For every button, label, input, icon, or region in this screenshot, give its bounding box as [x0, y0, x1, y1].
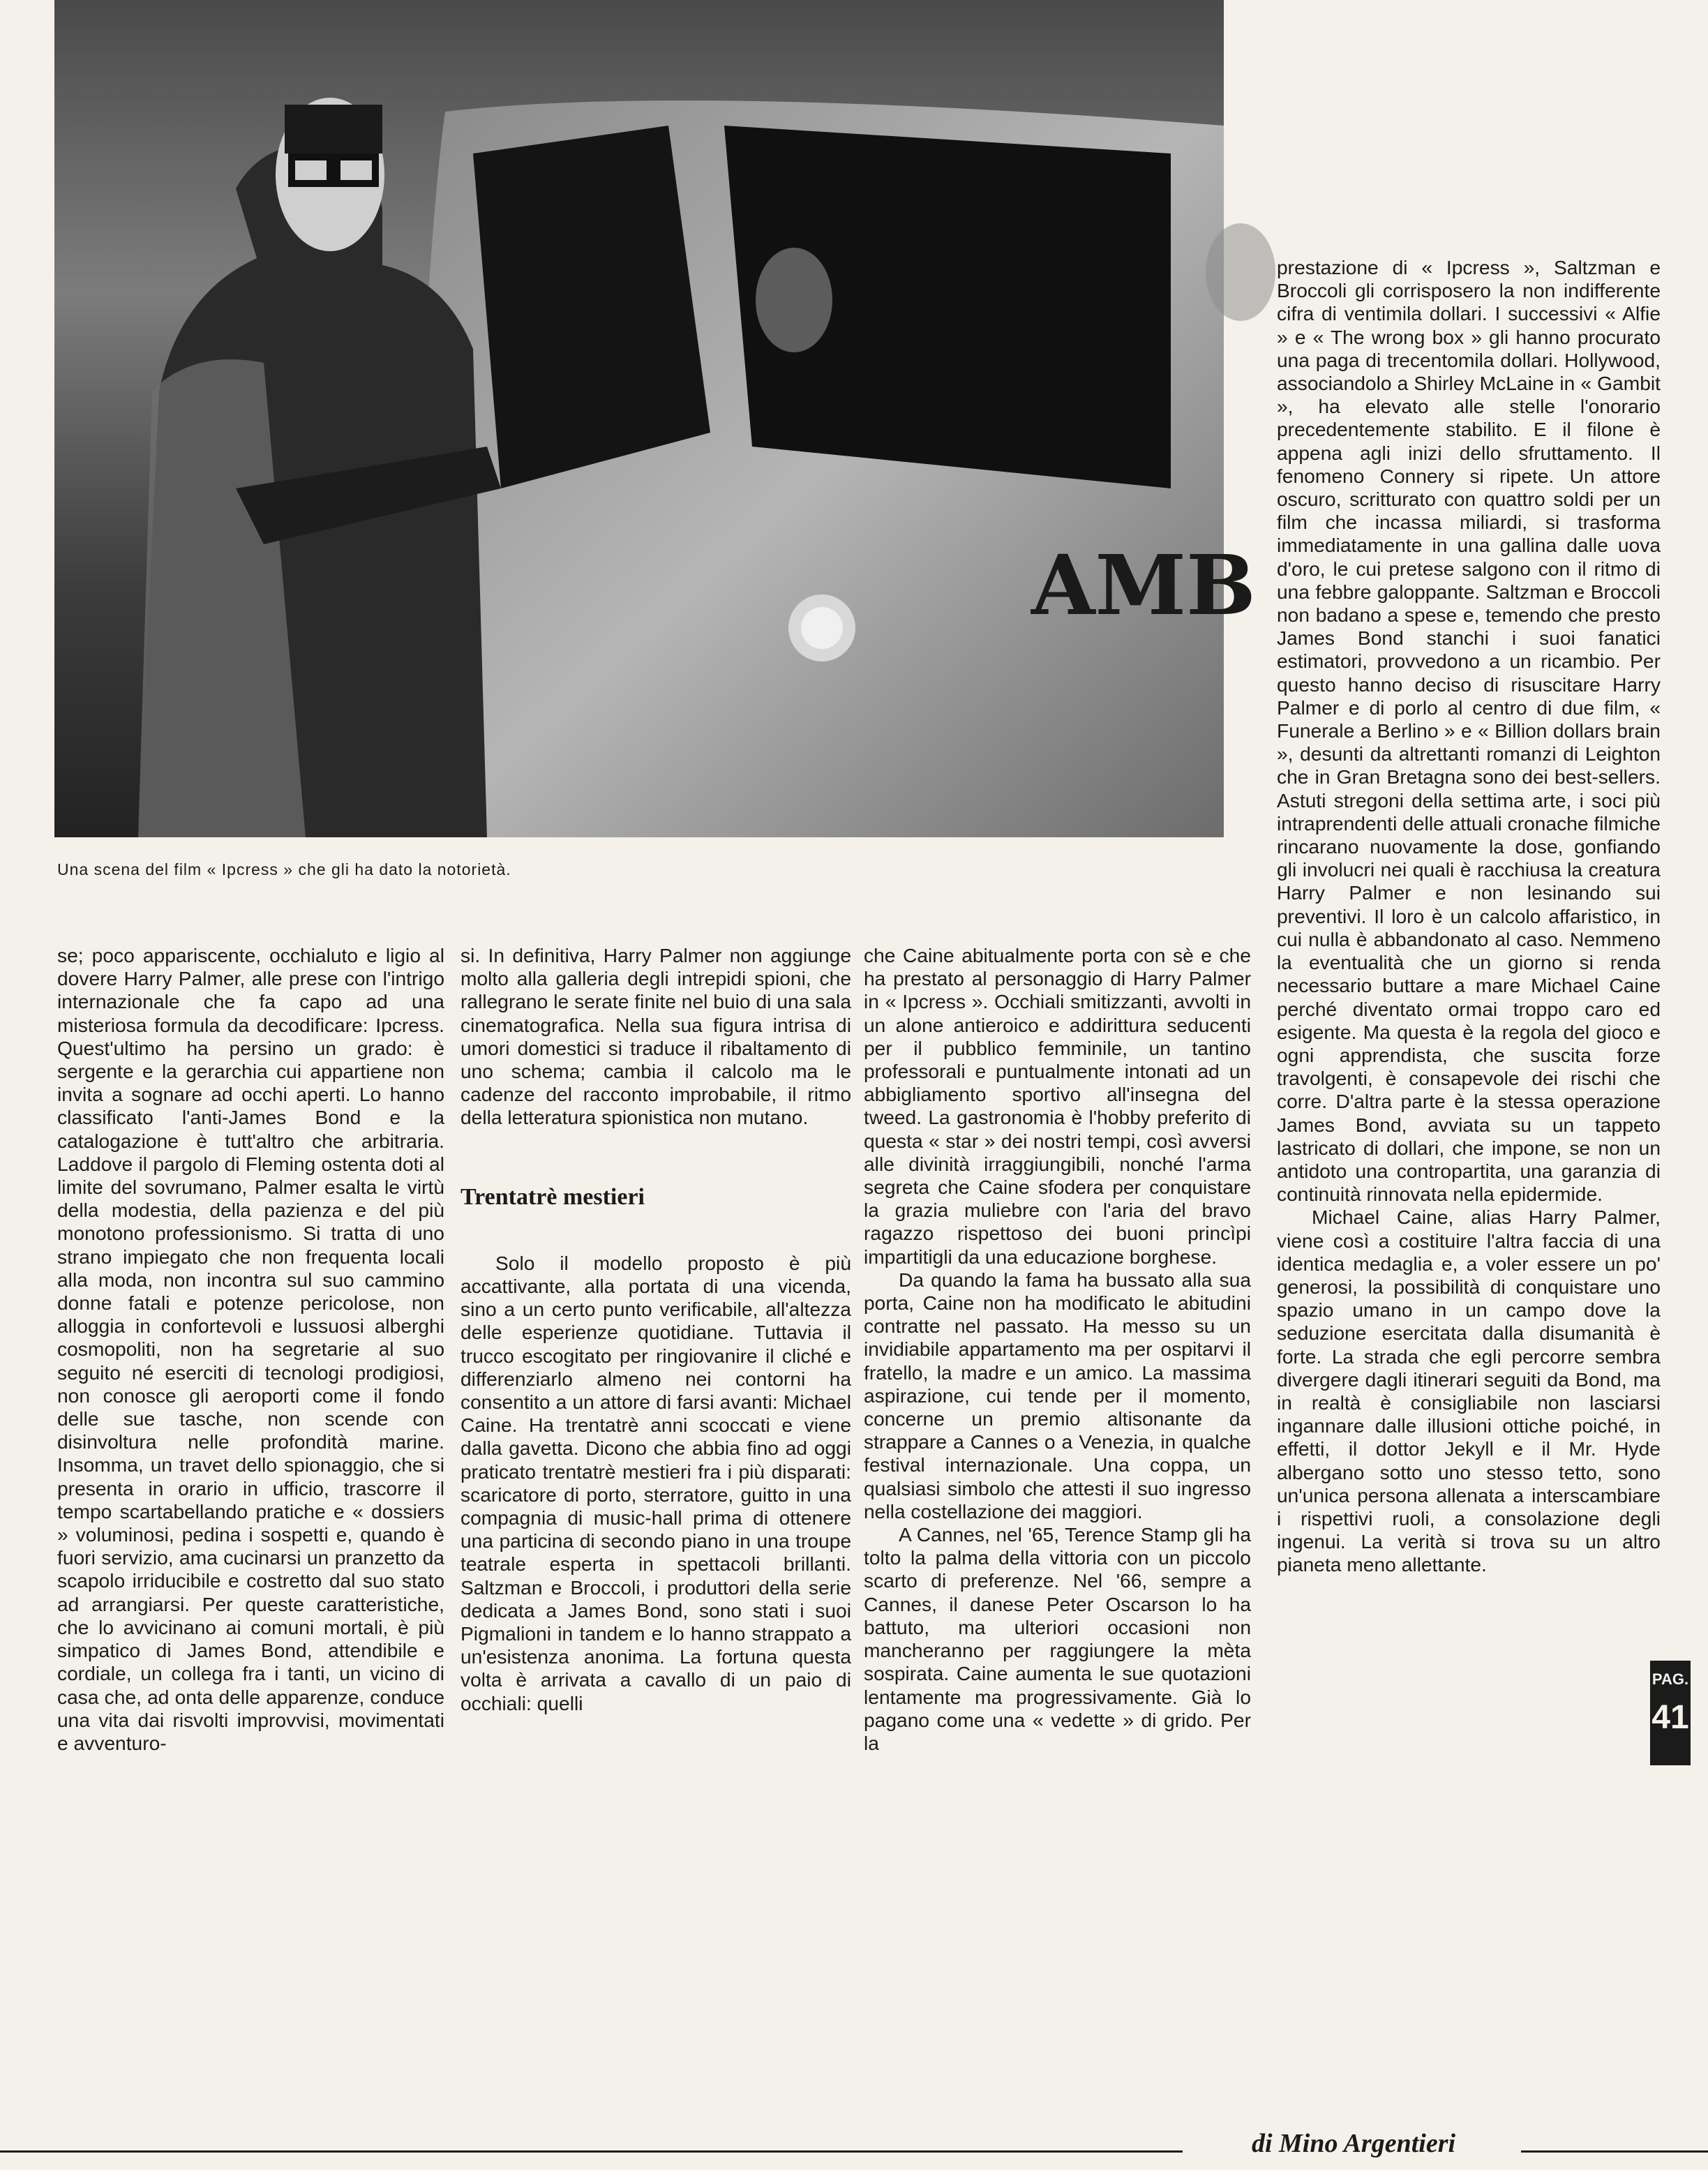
article-column-4: [1277, 256, 1661, 1980]
film-still-illustration: [54, 0, 1256, 837]
paragraph: Michael Caine, alias Harry Palmer, viene così a costituire l'altra faccia di una identica medaglia e, a voler essere un po' generosi, la possibilità di conquistare uno spazio umano in un campo dove la seduzione esercitata dalla disumanità è forte. La strada che egli percorre sembra divergere dagli itinerari seguiti da Bond, ma in realtà è consigliabile non lasciarsi ingannare dalle illusioni ottiche poiché, in effetti, il dottor Jekyll e il Mr. Hyde albergano sotto uno stesso tetto, sono un'unica persona allenata a interscambiare i rispettivi ruoli, a consolazione degli ingenui. La verità si trova su un altro pianeta meno allettante.: [1277, 1206, 1661, 1576]
section-heading: Trentatrè mestieri: [460, 1183, 645, 1210]
paragraph: prestazione di « Ipcress », Saltzman e Broccoli gli corrisposero la non indifferente cifra di ventimila dollari. I successivi « Alfie » e « The wrong box » gli hanno procurato una paga di trecentomila dollari. Hollywood, associandolo a Shirley McLaine in « Gambit », ha elevato alle stelle l'onorario precedentemente stabilito. E il filone è appena agli inizi dello sfruttamento. Il fenomeno Connery si ripete. Un attore oscuro, scritturato con quattro soldi per un film che incassa miliardi, si trasforma immediatamente in una gallina dalle uova d'oro, le cui pretese salgono con il ritmo di una febbre galoppante. Saltzman e Broccoli non badano a spese e, temendo che presto James Bond stanchi i suoi fanatici estimatori, provvedono a un ricambio. Per questo hanno deciso di risuscitare Harry Palmer e di porlo al centro di due film, « Funerale a Berlino » e « Billion dollars brain », desunti da altrettanti romanzi di Leighton che in Gran Bretagna sono dei best-sellers. Astuti stregoni della settima arte, i soci più intraprendenti delle attuali cronache filmiche rincarano nuovamente la dose, gonfiando gli involucri nei quali è racchiusa la creatura Harry Palmer e non lesinando sui preventivi. Il loro è un calcolo affaristico, in cui nulla è abbandonato al caso. Nemmeno la eventualità che un giorno si renda necessario buttare a mare Michael Caine perché diventato ormai troppo caro ed esigente. Ma questa è la regola del gioco e ogni apprendista, che suscita forze travolgenti, è consapevole dei rischi che corre. D'altra parte è la stessa operazione James Bond, avviata su un tappeto lastricato di dollari, che impone, se non un antidoto una contropartita, una garanzia di continuità rinnovata nella epidermide.: [1277, 256, 1661, 1206]
footer-rule-right: [1521, 2150, 1708, 2153]
film-still-photo: [54, 0, 1256, 837]
paragraph: A Cannes, nel '65, Terence Stamp gli ha tolto la palma della vittoria con un piccolo scarto di preferenze. Nel '66, sempre a Cannes, il danese Peter Oscarson lo ha battuto, ma ulteriori occasioni non mancheranno per raggiungere la mèta sospirata. Caine aumenta le sue quotazioni lentamente ma progressivamente. Già lo pagano come una « vedette » di grido. Per la: [864, 1523, 1251, 1754]
article-column-2: [460, 944, 851, 1991]
page-number: 41: [1651, 1699, 1689, 1736]
photo-caption: Una scena del film « Ipcress » che gli ha dato la notorietà.: [57, 860, 511, 878]
article-column-1: [57, 944, 444, 1991]
show-through-text: [1284, 49, 1681, 237]
paragraph: Da quando la fama ha bussato alla sua porta, Caine non ha modificato le abitudini contratte nel passato. Ha messo su un invidiabile appartamento ma per ospitarvi il fratello, la madre e un amico. La massima aspirazione, cui tende per il momento, concerne un premio altisonante da strappare a Cannes o a Venezia, in qualche festival internazionale. Una coppa, un qualsiasi simbolo che attesti il suo ingresso nella costellazione dei maggiori.: [864, 1268, 1251, 1522]
paragraph: si. In definitiva, Harry Palmer non aggiunge molto alla galleria degli intrepidi spioni, che rallegrano le serate finite nel buio di una sala cinematografica. Nella sua figura intrisa di umori domestici si traduce il ribaltamento di uno schema; cambia il calcolo ma le cadenze del racconto improbabile, il ritmo della letteratura spionistica non mutano.: [460, 944, 851, 1129]
page-label: PAG.: [1651, 1670, 1689, 1688]
article-column-3: [864, 944, 1251, 1991]
truck-lettering: AMB: [1031, 537, 1256, 634]
paragraph: se; poco appariscente, occhialuto e ligio al dovere Harry Palmer, alle prese con l'intrigo internazionale che fa capo ad una misteriosa formula da decodificare: Ipcress. Quest'ultimo ha persino un grado: è sergente e la gerarchia cui appartiene non invita a sognare ad occhi aperti. Lo hanno classificato l'anti-James Bond e la catalogazione è tutt'altro che arbitraria. Laddove il pargolo di Fleming ostenta doti al limite del sovrumano, Palmer esalta le virtù della modestia, della pazienza e del più monotono professionismo. Si tratta di uno strano impiegato che non frequenta locali alla moda, non incontra sul suo cammino donne fatali e potenze pericolose, non alloggia in confortevoli e lussuosi alberghi cosmopoliti, non ha segretarie al suo seguito né eserciti di tecnologi prodigiosi, non conosce gli aeroporti come il fondo delle sue tasche, non scende con disinvoltura nelle profondità marine. Insomma, un travet dello spionaggio, che si presenta in orario in ufficio, trascorre il tempo scartabellando pratiche e « dossiers » voluminosi, pedina i sospetti e, quando è fuori servizio, ama cucinarsi un pranzetto da scapolo irriducibile e costretto dal suo stato ad arrangiarsi. Per queste caratteristiche, che lo avvicinano ai comuni mortali, è più simpatico di James Bond, attendibile e cordiale, un collega fra i tanti, un vicino di casa che, ad onta delle apparenze, conduce una vita dai risvolti improvvisi, movimentati e avventuro-: [57, 944, 444, 1754]
footer-rule-left: [0, 2150, 1183, 2153]
paragraph: che Caine abitualmente porta con sè e che ha prestato al personaggio di Harry Palmer in « Ipcress ». Occhiali smitizzanti, avvolti in un alone antieroico e addirittura seducenti per il pubblico femminile, un tantino professorali e puntualmente intonati ad un abbigliamento sportivo all'insegna del tweed. La gastronomia è l'hobby preferito di questa « star » dei nostri tempi, così avversi alle divinità irraggiungibili, nonché l'arma segreta che Caine sfodera per conquistare la grazia muliebre con l'aria del bravo ragazzo rispettoso dei buoni princìpi impartitigli da una educazione borghese.: [864, 944, 1251, 1268]
paragraph: Solo il modello proposto è più accattivante, alla portata di una vicenda, sino a un certo punto verificabile, all'altezza delle esperienze quotidiane. Tuttavia il trucco escogitato per ringiovanire il cliché e differenziarlo almeno nei contorni ha consentito a un attore di farsi avanti: Michael Caine. Ha trentatrè anni scoccati e viene dalla gavetta. Dicono che abbia fino ad oggi praticato trentatrè mestieri fra i più disparati: scaricatore di porto, sterratore, guitto in una compagnia di music-hall prima di ottenere una particina di secondo piano in una troupe teatrale esperta in spettacoli brillanti. Saltzman e Broccoli, i produttori della serie dedicata a James Bond, sono stati i suoi Pigmalioni in tandem e lo hanno strappato a un'esistenza anonima. La fortuna questa volta è arrivata a cavallo di un paio di occhiali: quelli: [460, 1251, 851, 1714]
author-byline: di Mino Argentieri: [1251, 2129, 1456, 2158]
page-number-badge: [1650, 1661, 1691, 1765]
